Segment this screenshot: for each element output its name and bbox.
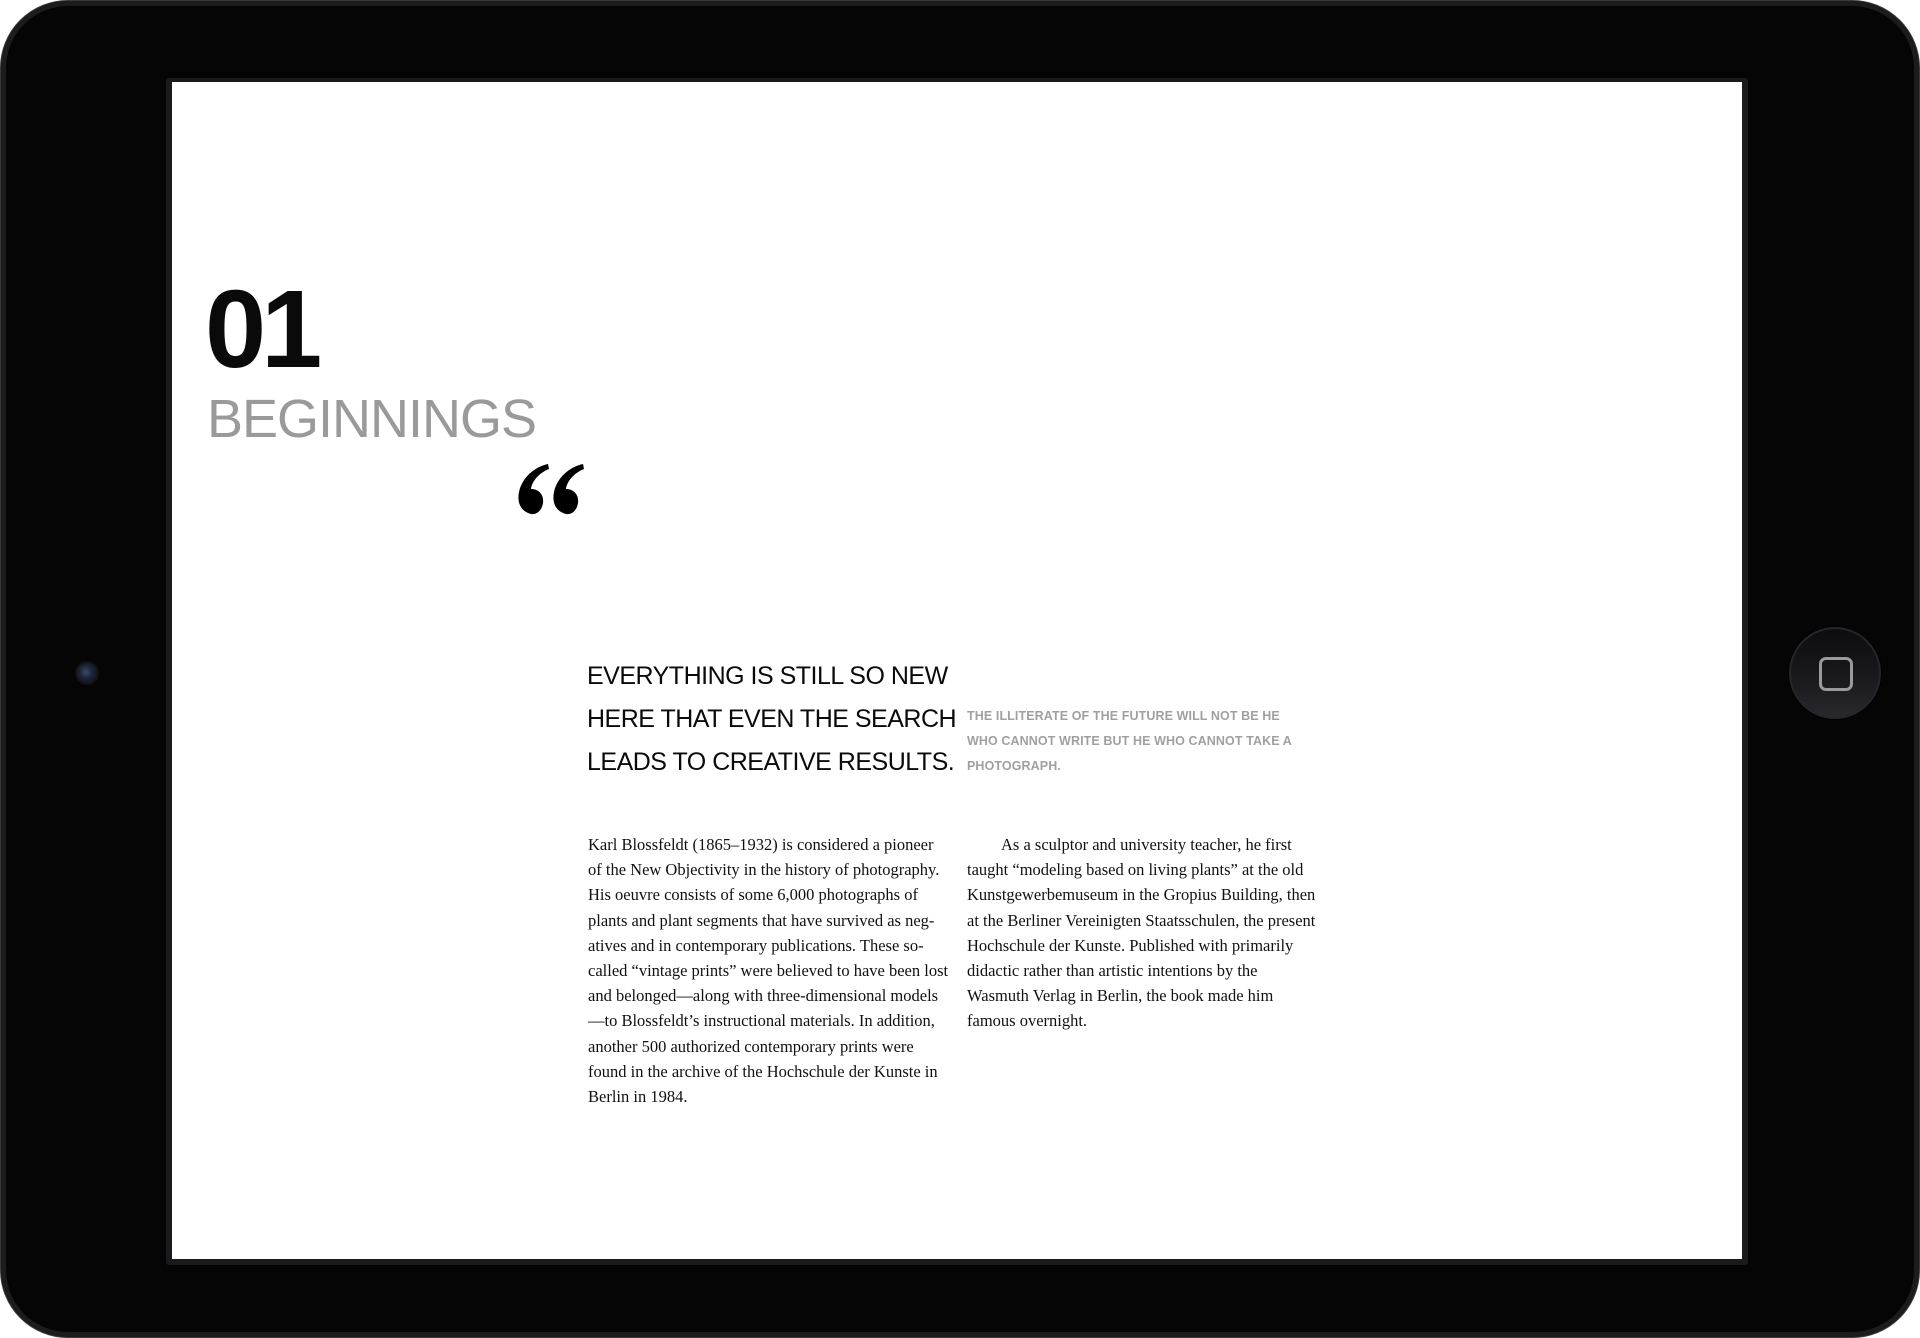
chapter-number: 01 <box>205 268 318 391</box>
quote-mark-icon <box>517 462 587 522</box>
home-button-icon <box>1819 657 1853 691</box>
camera-icon <box>77 663 97 683</box>
screen <box>172 82 1742 1259</box>
body-text-left: Karl Blossfeldt (1865–1932) is considered a pioneer of the New Objectivity in the history of photography. His oeuvre consists of some 6,000 photographs of plants and plant segments that have survived as negatives and in contemporary publications. These so-called “vintage prints” were believed to have been lost and belonged—along with three-dimensional models—to Blossfeldt’s instructional materials. In addition, another 500 authorized contemporary prints were found in the archive of the Hochschule der Kunste in Berlin in 1984. <box>588 835 949 1107</box>
body-text-right: As a sculptor and university teacher, he first taught “modeling based on living plants” at the old Kunstgewerbemuseum in the Gropius Building, then at the Berliner Vereinigten Staatsschulen, the present Hochschule der Kunste. Published with primarily didactic rather than artistic intentions by the Wasmuth Verlag in Berlin, the book made him famous overnight. <box>967 835 1316 1031</box>
home-button[interactable] <box>1789 627 1881 719</box>
side-quote: THE ILLITERATE OF THE FUTURE WILL NOT BE HE WHO CANNOT WRITE BUT HE WHO CANNOT TAKE A PHOTOGRAPH. <box>967 709 1292 773</box>
pull-quote: EVERYTHING IS STILL SO NEW HERE THAT EVEN THE SEARCH LEADS TO CREATIVE RESULTS. <box>587 662 957 776</box>
chapter-title: BEGINNINGS <box>207 389 537 449</box>
